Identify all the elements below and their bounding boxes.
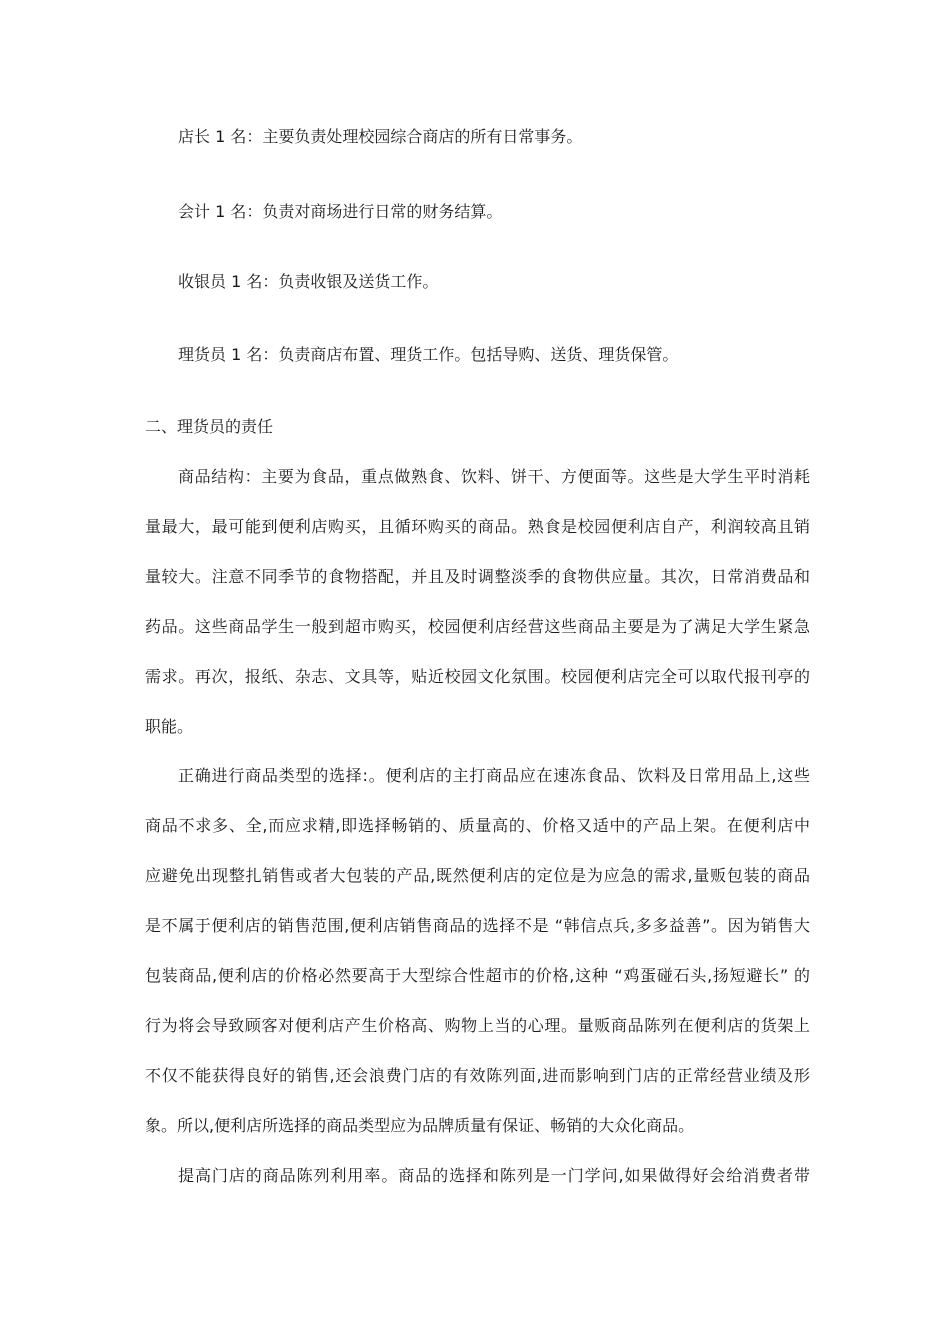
- paragraph-display-utilization: [145, 1166, 810, 1216]
- staff-item-manager: 店长 1 名：主要负责处理校园综合商店的所有日常事务。: [178, 127, 583, 146]
- text-line: 不仅不能获得良好的销售,还会浪费门店的有效陈列面,进而影响到门店的正常经营业绩及形: [145, 1066, 810, 1085]
- staff-item-accountant: 会计 1 名：负责对商场进行日常的财务结算。: [178, 202, 503, 221]
- text-line: 是不属于便利店的销售范围,便利店销售商品的选择不是 “韩信点兵,多多益善”。因为销售大: [145, 916, 810, 935]
- text-line: 行为将会导致顾客对便利店产生价格高、购物上当的心理。量贩商品陈列在便利店的货架上: [145, 1016, 810, 1035]
- text-line: 应避免出现整扎销售或者大包装的产品,既然便利店的定位是为应急的需求,量贩包装的商品: [145, 866, 810, 885]
- staff-item-stock-clerk: 理货员 1 名：负责商店布置、理货工作。包括导购、送货、理货保管。: [178, 345, 679, 364]
- staff-item-cashier: 收银员 1 名：负责收银及送货工作。: [178, 272, 439, 291]
- text-line: 提高门店的商品陈列利用率。商品的选择和陈列是一门学问,如果做得好会给消费者带: [178, 1166, 810, 1185]
- text-line: 商品不求多、全,而应求精,即选择畅销的、质量高的、价格又适中的产品上架。在便利店中: [145, 816, 810, 835]
- text-line: 量最大，最可能到便利店购买，且循环购买的商品。熟食是校园便利店自产，利润较高且销: [145, 517, 810, 536]
- section-heading: 二、理货员的责任: [145, 417, 274, 436]
- text-line: 量较大。注意不同季节的食物搭配，并且及时调整淡季的食物供应量。其次，日常消费品和: [145, 567, 810, 586]
- paragraph-product-selection: [145, 766, 810, 1166]
- text-line: 药品。这些商品学生一般到超市购买，校园便利店经营这些商品主要是为了满足大学生紧急: [145, 617, 810, 636]
- text-line: 象。所以,便利店所选择的商品类型应为品牌质量有保证、畅销的大众化商品。: [145, 1116, 695, 1135]
- text-line: 商品结构：主要为食品，重点做熟食、饮料、饼干、方便面等。这些是大学生平时消耗: [178, 467, 810, 486]
- text-line: 职能。: [145, 717, 194, 736]
- text-line: 包装商品,便利店的价格必然要高于大型综合性超市的价格,这种 “鸡蛋碰石头,扬短避长” 的: [145, 966, 810, 985]
- text-line: 需求。再次，报纸、杂志、文具等，贴近校园文化氛围。校园便利店完全可以取代报刊亭的: [145, 667, 810, 686]
- text-line: 正确进行商品类型的选择:。便利店的主打商品应在速冻食品、饮料及日常用品上,这些: [178, 766, 810, 785]
- paragraph-product-structure: [145, 467, 810, 767]
